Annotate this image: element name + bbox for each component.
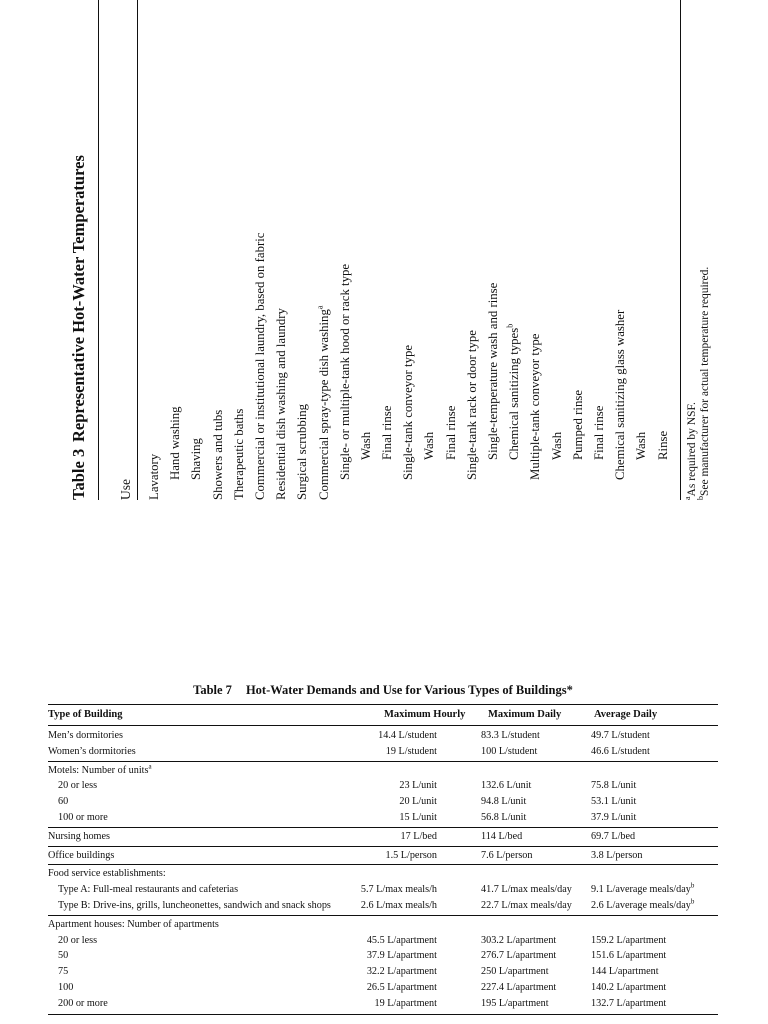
maximum-daily: 41.7 L/max meals/day <box>481 884 572 896</box>
average-daily-text: 159.2 L/apartment <box>591 934 667 946</box>
average-daily-text: 46.6 L/student <box>591 745 650 757</box>
average-daily <box>591 744 650 760</box>
building-type <box>58 898 331 914</box>
use-label-text: Hand washing <box>168 406 183 480</box>
maximum-daily: 22.7 L/max meals/day <box>481 900 572 911</box>
table-3-header-rule <box>137 0 138 500</box>
building-type <box>48 728 123 744</box>
building-type <box>58 882 238 898</box>
use-label-text: Chemical sanitizing types <box>507 327 522 460</box>
table-3-footnote-b-text: See manufacturer for actual temperature required. <box>699 266 711 496</box>
average-daily <box>591 848 643 864</box>
table-row <box>48 964 718 980</box>
building-type-text: Nursing homes <box>48 830 110 842</box>
use-label-text: Wash <box>549 431 564 460</box>
building-type-text: 200 or more <box>58 997 108 1009</box>
maximum-daily: 276.7 L/apartment <box>481 950 557 962</box>
use-label-text: Final rinse <box>591 405 606 460</box>
table-row <box>48 829 718 845</box>
use-label-text: Therapeutic baths <box>231 408 246 500</box>
table-row <box>547 0 568 500</box>
average-daily-text: 37.9 L/unit <box>591 812 637 823</box>
use-label-text: Wash <box>634 431 649 460</box>
average-daily-text: 9.1 L/average meals/day <box>591 884 691 896</box>
maximum-hourly: 2.6 L/max meals/h <box>360 900 437 911</box>
maximum-hourly: 23 L/unit <box>399 780 437 792</box>
maximum-hourly: 20 L/unit <box>399 796 437 808</box>
table-row <box>525 0 546 500</box>
maximum-hourly: 17 L/bed <box>400 830 437 842</box>
group-rule <box>48 915 718 916</box>
use-label-text: Showers and tubs <box>210 409 225 500</box>
table-row <box>398 0 419 500</box>
building-type-text: Men’s dormitories <box>48 730 123 741</box>
use-label-text: Single- or multiple-tank hood or rack type <box>337 263 352 480</box>
use-label <box>398 345 419 480</box>
table-row <box>48 933 718 949</box>
building-type <box>48 866 166 882</box>
average-daily <box>591 996 666 1012</box>
table-row <box>48 866 718 882</box>
table-row <box>653 0 674 500</box>
table-row <box>48 917 718 933</box>
use-label-text: Wash <box>422 431 437 460</box>
maximum-daily: 132.6 L/unit <box>481 780 532 792</box>
average-daily-text: 2.6 L/average meals/day <box>591 900 691 911</box>
table-row <box>589 0 610 500</box>
maximum-hourly: 26.5 L/apartment <box>366 982 437 993</box>
footnote-marker: b <box>690 881 695 890</box>
use-label <box>610 310 631 480</box>
building-type <box>48 744 136 760</box>
use-label-text: Single-temperature wash and rinse <box>486 282 500 460</box>
maximum-daily: 227.4 L/apartment <box>481 982 557 993</box>
use-label <box>653 431 674 460</box>
use-label <box>271 308 292 500</box>
building-type-text: Office buildings <box>48 849 115 861</box>
use-label-text: Shaving <box>189 438 204 480</box>
building-type-text: 100 <box>58 982 74 993</box>
building-type-text: 20 or less <box>58 934 98 946</box>
average-daily <box>591 810 636 826</box>
table-row <box>483 0 504 500</box>
maximum-daily: 303.2 L/apartment <box>481 934 557 946</box>
use-label <box>525 334 546 480</box>
use-label-text: Chemical sanitizing glass washer <box>613 309 628 480</box>
use-label-text: Single-tank conveyor type <box>401 344 416 480</box>
use-label <box>568 390 589 460</box>
table-row <box>48 778 718 794</box>
table-3-title: Representative Hot-Water Temperatures <box>69 155 88 442</box>
table-7-header-max-daily: Maximum Daily <box>488 709 562 720</box>
maximum-daily: 7.6 L/person <box>481 849 533 861</box>
use-label-text: Pumped rinse <box>570 389 585 460</box>
maximum-daily: 250 L/apartment <box>481 966 549 978</box>
average-daily-text: 3.8 L/person <box>591 849 643 861</box>
average-daily-text: 53.1 L/unit <box>591 796 637 808</box>
table-row <box>631 0 652 500</box>
table-7-header-type: Type of Building <box>48 709 123 720</box>
table-7-caption <box>48 680 718 700</box>
average-daily-text: 151.6 L/apartment <box>591 950 667 962</box>
average-daily <box>591 964 659 980</box>
group-rule <box>48 827 718 828</box>
table-row <box>504 0 525 500</box>
use-label <box>208 410 229 500</box>
table-3 <box>64 88 711 500</box>
maximum-hourly: 15 L/unit <box>399 812 437 823</box>
table-row <box>462 0 483 500</box>
building-type-text: Food service establishments: <box>48 868 166 880</box>
use-label-text: Residential dish washing and laundry <box>274 308 289 500</box>
use-label <box>504 324 525 460</box>
table-row <box>48 980 718 996</box>
maximum-hourly: 19 L/apartment <box>374 997 437 1009</box>
table-row <box>568 0 589 500</box>
maximum-daily: 56.8 L/unit <box>481 812 527 823</box>
use-label <box>314 306 335 500</box>
use-label <box>144 454 165 500</box>
building-type <box>58 980 73 996</box>
table-3-footnote-a-text: As required by NSF. <box>686 402 698 497</box>
table-row <box>419 0 440 500</box>
table-7-title: Hot-Water Demands and Use for Various Types of Buildings* <box>245 683 573 697</box>
average-daily-text: 144 L/apartment <box>591 966 659 978</box>
table-row <box>377 0 398 500</box>
table-row <box>335 0 356 500</box>
average-daily <box>591 728 650 744</box>
table-row <box>48 744 718 760</box>
use-label-text: Final rinse <box>380 405 395 460</box>
use-label-text: Multiple-tank conveyor type <box>528 333 543 480</box>
maximum-hourly: 32.2 L/apartment <box>366 966 437 978</box>
maximum-hourly: 1.5 L/person <box>385 849 437 861</box>
building-type-text: Type B: Drive-ins, grills, luncheonettes, sandwich and snack shops <box>58 900 331 911</box>
footnote-marker: a <box>148 762 152 771</box>
use-label-text: Final rinse <box>443 405 458 460</box>
use-label <box>631 432 652 460</box>
use-label <box>250 233 271 500</box>
average-daily-text: 49.7 L/student <box>591 730 650 741</box>
building-type-text: 50 <box>58 950 69 962</box>
building-type-text: 75 <box>58 966 69 978</box>
maximum-daily: 100 L/student <box>481 745 538 757</box>
table-row <box>292 0 313 500</box>
average-daily <box>591 778 636 794</box>
maximum-daily: 114 L/bed <box>481 830 523 842</box>
table-row <box>165 0 186 500</box>
building-type <box>58 778 97 794</box>
use-label <box>186 438 207 480</box>
building-type <box>58 933 97 949</box>
group-rule <box>48 846 718 847</box>
table-row <box>271 0 292 500</box>
table-row <box>144 0 165 500</box>
use-label <box>589 406 610 460</box>
table-7-bottom-rule <box>48 1014 718 1015</box>
table-7-header-avg-daily: Average Daily <box>594 709 658 720</box>
maximum-hourly: 14.4 L/student <box>378 730 437 741</box>
maximum-hourly: 5.7 L/max meals/h <box>360 884 437 896</box>
table-3-header-use: Use <box>118 479 133 500</box>
average-daily <box>591 898 694 914</box>
use-label-text: Rinse <box>655 430 670 460</box>
table-row <box>229 0 250 500</box>
average-daily <box>591 948 666 964</box>
building-type <box>48 917 219 933</box>
building-type-text: 20 or less <box>58 780 98 792</box>
use-label <box>462 330 483 480</box>
table-3-caption <box>64 155 94 500</box>
use-label <box>377 406 398 460</box>
table-3-bottom-rule <box>680 0 681 500</box>
use-label <box>229 409 250 500</box>
maximum-daily: 83.3 L/student <box>481 730 540 741</box>
average-daily-text: 140.2 L/apartment <box>591 982 667 993</box>
use-label-text: Commercial or institutional laundry, based on fabric <box>252 232 267 500</box>
table-row <box>48 728 718 744</box>
building-type-text: Women’s dormitories <box>48 745 136 757</box>
maximum-hourly: 37.9 L/apartment <box>366 950 437 962</box>
table-row <box>208 0 229 500</box>
table-row <box>48 763 718 779</box>
use-label <box>547 432 568 460</box>
use-label <box>441 406 462 460</box>
table-row <box>48 948 718 964</box>
group-rule <box>48 864 718 865</box>
building-type <box>58 948 68 964</box>
average-daily-text: 69.7 L/bed <box>591 830 636 842</box>
use-label <box>165 406 186 480</box>
use-label-text: Lavatory <box>147 453 161 500</box>
table-row <box>441 0 462 500</box>
average-daily <box>591 980 666 996</box>
table-7-number: Table 7 <box>193 683 232 697</box>
building-type <box>58 810 108 826</box>
footnote-marker: b <box>690 897 695 906</box>
table-row <box>48 794 718 810</box>
table-row <box>48 882 718 898</box>
average-daily <box>591 882 694 898</box>
building-type <box>48 829 110 845</box>
maximum-daily: 195 L/apartment <box>481 997 549 1009</box>
building-type <box>48 763 152 779</box>
use-label <box>356 432 377 460</box>
use-label <box>292 404 313 500</box>
building-type-text: Type A: Full-meal restaurants and cafeterias <box>58 884 239 896</box>
table-row <box>48 810 718 826</box>
building-type-text: Motels: Number of units <box>48 764 149 776</box>
building-type-text: Apartment houses: Number of apartments <box>48 918 219 930</box>
table-row <box>610 0 631 500</box>
average-daily <box>591 829 635 845</box>
use-label-text: Single-tank rack or door type <box>464 330 479 480</box>
table-7-header-row <box>48 707 718 723</box>
table-row <box>250 0 271 500</box>
table-row <box>48 996 718 1012</box>
building-type-text: 100 or more <box>58 812 108 823</box>
average-daily <box>591 794 636 810</box>
use-label-text: Wash <box>358 431 373 460</box>
table-row <box>314 0 335 500</box>
footnote-marker: b <box>505 323 515 328</box>
table-7-header-max-hourly: Maximum Hourly <box>384 709 466 720</box>
table-3-number: Table 3 <box>69 448 88 500</box>
building-type-text: 60 <box>58 796 69 808</box>
building-type <box>58 996 108 1012</box>
use-label <box>483 283 504 460</box>
footnote-marker: a <box>315 305 325 310</box>
use-label <box>335 264 356 480</box>
table-row <box>48 898 718 914</box>
table-7-top-rule <box>48 704 718 705</box>
building-type <box>48 848 114 864</box>
maximum-daily: 94.8 L/unit <box>481 796 527 808</box>
average-daily-text: 132.7 L/apartment <box>591 997 667 1009</box>
table-row <box>356 0 377 500</box>
average-daily-text: 75.8 L/unit <box>591 780 637 792</box>
use-label-text: Surgical scrubbing <box>295 403 310 500</box>
average-daily <box>591 933 666 949</box>
table-3-footnote-a: $^a$As required by NSF. <box>683 402 698 500</box>
table-row <box>186 0 207 500</box>
building-type <box>58 964 68 980</box>
use-label-text: Commercial spray-type dish washing <box>316 309 331 500</box>
table-3-footnote-b: $^b$See manufacturer for actual temperature required. <box>696 266 711 500</box>
table-row <box>48 848 718 864</box>
table-3-top-rule <box>98 0 99 500</box>
building-type <box>58 794 68 810</box>
table-7-header-rule <box>48 725 718 726</box>
maximum-hourly: 45.5 L/apartment <box>366 934 437 946</box>
use-label <box>419 432 440 460</box>
table-3-body <box>144 0 674 500</box>
maximum-hourly: 19 L/student <box>385 745 437 757</box>
